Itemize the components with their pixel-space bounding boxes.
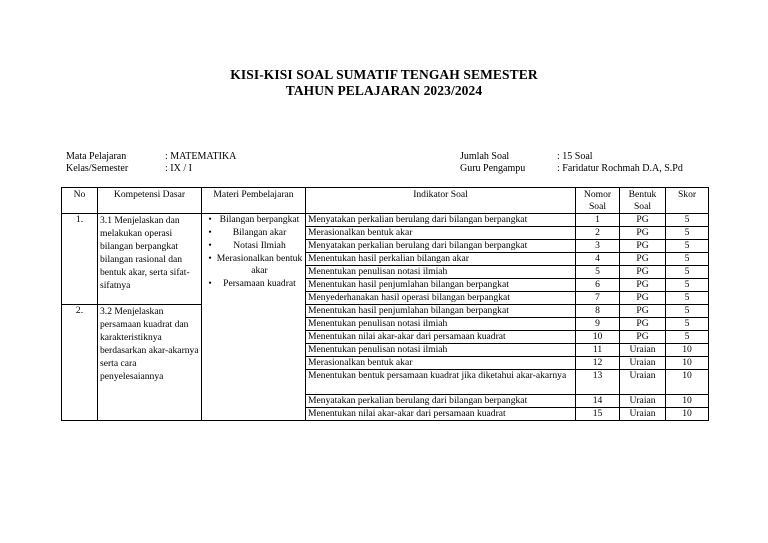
indikator-cell: Menentukan nilai akar-akar dari persamaan kuadrat [306,408,576,421]
nomor-cell: 8 [576,305,620,318]
bentuk-cell: PG [620,253,666,266]
bentuk-cell: PG [620,279,666,292]
bentuk-cell: Uraian [620,357,666,370]
kelas-label: Kelas/Semester [66,163,129,174]
competency-number: 1. [62,214,98,305]
bentuk-cell: PG [620,227,666,240]
bullet-icon: • [208,214,212,225]
skor-cell: 5 [666,266,709,279]
materi-item [204,253,303,277]
table-row [62,214,709,227]
materi-item [204,240,303,252]
materi-label: Persamaan kuadrat [223,278,296,289]
nomor-cell: 4 [576,253,620,266]
mapel-value: : MATEMATIKA [165,151,237,162]
bullet-icon: • [208,253,212,264]
indikator-cell: Menentukan hasil penjumlahan bilangan berpangkat [306,279,576,292]
kisi-kisi-table [61,187,709,421]
competency-text: 3.2 Menjelaskan persamaan kuadrat dan karakteristiknya berdasarkan akar-akarnya serta cara penyelesaiannya [98,305,202,421]
header-nomor: Nomor Soal [576,188,620,214]
materi-label: Notasi Ilmiah [233,240,286,251]
bentuk-cell: PG [620,292,666,305]
nomor-cell: 14 [576,395,620,408]
materi-cell [202,214,306,421]
indikator-cell: Menentukan bentuk persamaan kuadrat jika diketahui akar-akarnya [306,370,576,395]
skor-cell: 5 [666,292,709,305]
bentuk-cell: Uraian [620,395,666,408]
indikator-cell: Menentukan penulisan notasi ilmiah [306,266,576,279]
table-header-row [62,188,709,214]
nomor-cell: 5 [576,266,620,279]
nomor-cell: 10 [576,331,620,344]
indikator-cell: Menentukan nilai akar-akar dari persamaan kuadrat [306,331,576,344]
skor-cell: 10 [666,395,709,408]
bentuk-cell: Uraian [620,370,666,395]
skor-cell: 10 [666,370,709,395]
bentuk-cell: PG [620,214,666,227]
skor-cell: 5 [666,318,709,331]
indikator-cell: Menyatakan perkalian berulang dari bilangan berpangkat [306,395,576,408]
bentuk-cell: Uraian [620,408,666,421]
skor-cell: 10 [666,408,709,421]
header-materi: Materi Pembelajaran [202,188,306,214]
nomor-cell: 1 [576,214,620,227]
skor-cell: 10 [666,344,709,357]
bentuk-cell: PG [620,266,666,279]
bullet-icon: • [208,227,212,238]
indikator-cell: Menyatakan perkalian berulang dari bilangan berpangkat [306,214,576,227]
indikator-cell: Menentukan hasil perkalian bilangan akar [306,253,576,266]
competency-text: 3.1 Menjelaskan dan melakukan operasi bilangan berpangkat bilangan rasional dan bentuk akar, serta sifat-sifatnya [98,214,202,305]
jumlah-soal-value: : 15 Soal [557,151,593,162]
skor-cell: 5 [666,227,709,240]
skor-cell: 10 [666,357,709,370]
bullet-icon: • [208,240,212,251]
indikator-cell: Menentukan hasil penjumlahan bilangan berpangkat [306,305,576,318]
nomor-cell: 11 [576,344,620,357]
bentuk-cell: PG [620,305,666,318]
skor-cell: 5 [666,214,709,227]
indikator-cell: Merasionalkan bentuk akar [306,357,576,370]
nomor-cell: 9 [576,318,620,331]
guru-value: : Faridatur Rochmah D.A, S.Pd [557,163,683,174]
skor-cell: 5 [666,240,709,253]
header-bentuk: Bentuk Soal [620,188,666,214]
competency-number: 2. [62,305,98,421]
materi-label: Bilangan berpangkat [219,214,300,225]
indikator-cell: Menentukan penulisan notasi ilmiah [306,344,576,357]
header-no: No [62,188,98,214]
header-kompetensi: Kompetensi Dasar [98,188,202,214]
materi-label: Bilangan akar [232,227,287,238]
skor-cell: 5 [666,253,709,266]
bentuk-cell: PG [620,331,666,344]
indikator-cell: Menyederhanakan hasil operasi bilangan berpangkat [306,292,576,305]
materi-item [204,227,303,239]
jumlah-soal-label: Jumlah Soal [460,151,510,162]
nomor-cell: 12 [576,357,620,370]
nomor-cell: 6 [576,279,620,292]
skor-cell: 5 [666,331,709,344]
nomor-cell: 15 [576,408,620,421]
materi-label: Merasionalkan bentuk akar [216,253,303,276]
bullet-icon: • [208,278,212,289]
skor-cell: 5 [666,279,709,292]
mapel-label: Mata Pelajaran [66,151,127,162]
guru-label: Guru Pengampu [460,163,526,174]
table-row [62,305,709,318]
nomor-cell: 13 [576,370,620,395]
nomor-cell: 2 [576,227,620,240]
materi-item [204,278,303,290]
indikator-cell: Menentukan penulisan notasi ilmiah [306,318,576,331]
materi-item [204,214,303,226]
bentuk-cell: Uraian [620,344,666,357]
header-skor: Skor [666,188,709,214]
kelas-value: : IX / I [165,163,192,174]
bentuk-cell: PG [620,240,666,253]
bentuk-cell: PG [620,318,666,331]
indikator-cell: Merasionalkan bentuk akar [306,227,576,240]
document-title: KISI-KISI SOAL SUMATIF TENGAH SEMESTER [230,67,538,82]
nomor-cell: 3 [576,240,620,253]
indikator-cell: Menyatakan perkalian berulang dari bilangan berpangkat [306,240,576,253]
document-subtitle: TAHUN PELAJARAN 2023/2024 [285,83,483,98]
skor-cell: 5 [666,305,709,318]
nomor-cell: 7 [576,292,620,305]
header-indikator: Indikator Soal [306,188,576,214]
